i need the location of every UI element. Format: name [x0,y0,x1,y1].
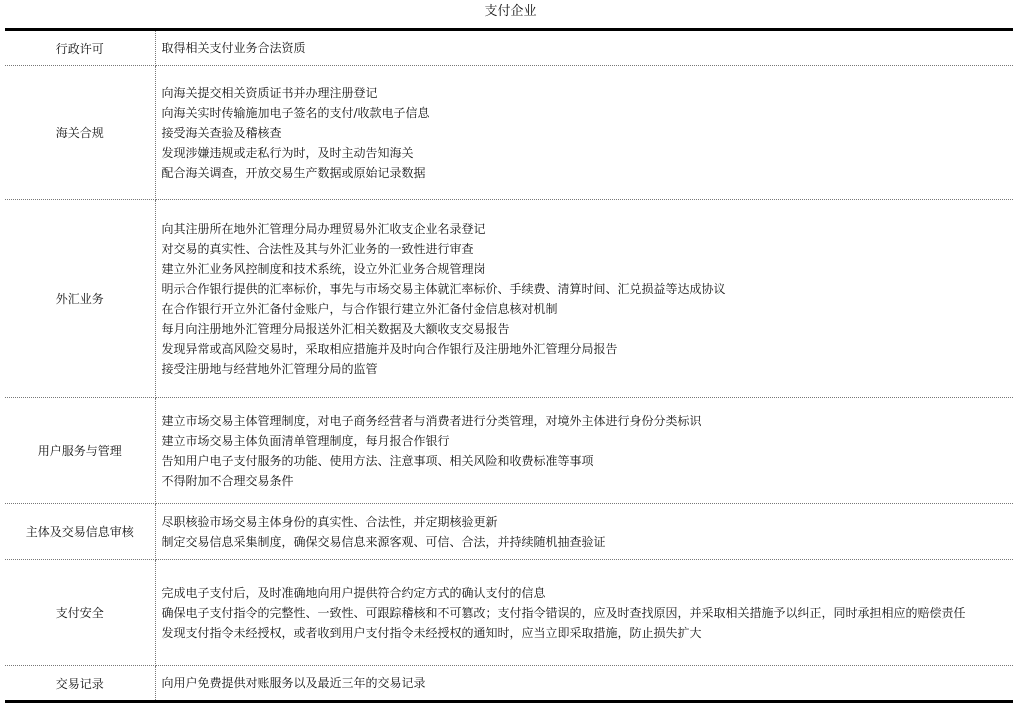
list-item: 建立市场交易主体负面清单管理制度，每月报合作银行 [161,433,450,448]
category-cell: 用户服务与管理 [5,398,155,504]
category-cell: 主体及交易信息审核 [5,504,155,560]
table-row-customs-compliance [5,66,1013,200]
items-cell [155,30,1013,66]
category-cell: 交易记录 [5,666,155,702]
list-item: 完成电子支付后，及时准确地向用户提供符合约定方式的确认支付的信息 [161,585,546,600]
table-row-user-service [5,398,1013,504]
list-item: 建立外汇业务风控制度和技术系统，设立外汇业务合规管理岗 [161,261,486,276]
items-cell [155,666,1013,702]
list-item: 接受注册地与经营地外汇管理分局的监管 [161,361,378,376]
obligations-table [5,28,1013,703]
list-item: 告知用户电子支付服务的功能、使用方法、注意事项、相关风险和收费标准等事项 [161,453,594,468]
table-row-info-verification [5,504,1013,560]
table-row-transaction-records [5,666,1013,702]
list-item: 确保电子支付指令的完整性、一致性、可跟踪稽核和不可篡改；支付指令错误的，应及时查找原因，并采取相关措施予以纠正，同时承担相应的赔偿责任 [161,605,966,620]
items-cell [155,560,1013,666]
list-item: 制定交易信息采集制度，确保交易信息来源客观、可信、合法，并持续随机抽查验证 [161,534,606,549]
table-row-payment-security [5,560,1013,666]
list-item: 尽职核验市场交易主体身份的真实性、合法性，并定期核验更新 [161,514,498,529]
items-cell [155,504,1013,560]
table-title: 支付企业 [484,4,537,19]
list-item: 建立市场交易主体管理制度，对电子商务经营者与消费者进行分类管理，对境外主体进行身份分类标识 [161,413,702,428]
list-item: 向海关提交相关资质证书并办理注册登记 [161,85,378,100]
list-item: 不得附加不合理交易条件 [161,473,294,488]
list-item: 向其注册所在地外汇管理分局办理贸易外汇收支企业名录登记 [161,221,486,236]
list-item: 向用户免费提供对账服务以及最近三年的交易记录 [161,676,426,690]
list-item: 配合海关调查，开放交易生产数据或原始记录数据 [161,165,426,180]
category-cell: 外汇业务 [5,200,155,398]
list-item: 接受海关查验及稽核查 [161,125,282,140]
category-cell: 行政许可 [5,30,155,66]
list-item: 取得相关支付业务合法资质 [161,41,306,55]
items-cell [155,66,1013,200]
list-item: 发现异常或高风险交易时，采取相应措施并及时向合作银行及注册地外汇管理分局报告 [161,341,618,356]
list-item: 发现支付指令未经授权，或者收到用户支付指令未经授权的通知时，应当立即采取措施，防止损失扩大 [161,625,702,640]
table-row-administrative-license [5,30,1013,66]
items-cell [155,200,1013,398]
list-item: 在合作银行开立外汇备付金账户，与合作银行建立外汇备付金信息核对机制 [161,301,558,316]
category-cell: 海关合规 [5,66,155,200]
table-row-forex-business [5,200,1013,398]
list-item: 向海关实时传输施加电子签名的支付/收款电子信息 [161,105,430,120]
list-item: 明示合作银行提供的汇率标价，事先与市场交易主体就汇率标价、手续费、清算时间、汇兑损益等达成协议 [161,281,726,296]
list-item: 对交易的真实性、合法性及其与外汇业务的一致性进行审查 [161,241,474,256]
category-cell: 支付安全 [5,560,155,666]
items-cell [155,398,1013,504]
list-item: 每月向注册地外汇管理分局报送外汇相关数据及大额收支交易报告 [161,321,510,336]
list-item: 发现涉嫌违规或走私行为时，及时主动告知海关 [161,145,414,160]
